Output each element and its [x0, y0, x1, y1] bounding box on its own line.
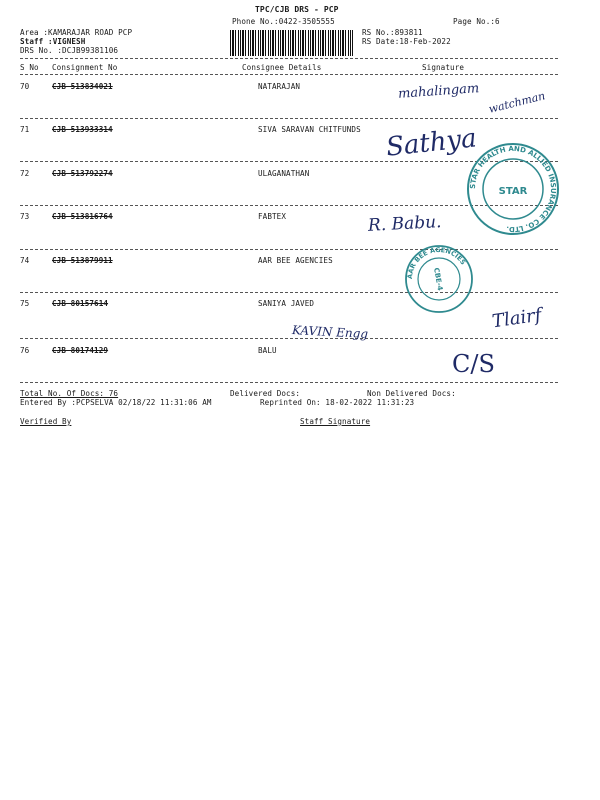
- rs-date: RS Date:18-Feb-2022: [362, 37, 451, 46]
- row-divider: [20, 382, 558, 383]
- row-consignment: CJB 513879911: [52, 256, 113, 265]
- non-delivered-docs: Non Delivered Docs:: [367, 389, 456, 398]
- row-consignee: NATARAJAN: [258, 82, 301, 91]
- row-divider: [20, 292, 558, 293]
- reprinted-on: Reprinted On: 18-02-2022 11:31:23: [260, 398, 415, 407]
- staff-signature-label: Staff Signature: [300, 417, 371, 426]
- row-consignee: FABTEX: [258, 212, 287, 221]
- rs-number: RS No.:893811: [362, 28, 423, 37]
- signature-row-75-company: KAVIN Engg: [291, 323, 369, 341]
- row-sno: 73: [20, 212, 30, 221]
- row-consignee: SIVA SARAVAN CHITFUNDS: [258, 125, 361, 134]
- barcode-image: [230, 30, 353, 56]
- row-consignee: ULAGANATHAN: [258, 169, 310, 178]
- signature-row-75: Tlairf: [490, 304, 543, 333]
- row-consignment: CJB 513933314: [52, 125, 113, 134]
- header-divider: [20, 58, 558, 59]
- signature-row-70-title: watchman: [487, 89, 547, 116]
- document-title: TPC/CJB DRS - PCP: [255, 5, 339, 14]
- row-consignment: CJB 80157614: [52, 299, 109, 308]
- star-stamp-outer-text: STAR HEALTH AND ALLIED INSURANCE CO. LTD.: [468, 144, 558, 234]
- col-signature: Signature: [422, 63, 465, 72]
- signature-row-73: R. Babu.: [367, 212, 442, 236]
- row-consignment: CJB 513816764: [52, 212, 113, 221]
- area-label: Area :KAMARAJAR ROAD PCP: [20, 28, 133, 37]
- delivered-docs: Delivered Docs:: [230, 389, 301, 398]
- row-consignee: BALU: [258, 346, 277, 355]
- row-sno: 75: [20, 299, 30, 308]
- row-consignment: CJB 513834021: [52, 82, 113, 91]
- staff-label: Staff :VIGNESH: [20, 37, 86, 46]
- signature-row-71: Sathya: [384, 123, 479, 163]
- signature-row-70-name: mahalingam: [397, 81, 480, 102]
- phone-number: Phone No.:0422-3505555: [232, 17, 335, 26]
- entered-by: Entered By :PCPSELVA 02/18/22 11:31:06 AM: [20, 398, 212, 407]
- page-number: Page No.:6: [453, 17, 500, 26]
- column-divider: [20, 74, 558, 75]
- row-sno: 71: [20, 125, 30, 134]
- row-sno: 70: [20, 82, 30, 91]
- row-consignment: CJB 80174129: [52, 346, 109, 355]
- drs-number: DRS No. :DCJB99381106: [20, 46, 119, 55]
- total-docs: Total No. Of Docs: 76: [20, 389, 119, 398]
- aar-bee-stamp-outer-text: AAR BEE AGENCIES: [405, 245, 468, 280]
- row-consignee: AAR BEE AGENCIES: [258, 256, 333, 265]
- col-consignee: Consignee Details: [242, 63, 322, 72]
- verified-by: Verified By: [20, 417, 72, 426]
- aar-bee-stamp: [404, 244, 474, 314]
- star-health-stamp: [466, 142, 560, 236]
- row-sno: 74: [20, 256, 30, 265]
- row-consignment: CJB 513792274: [52, 169, 113, 178]
- signature-row-76: C/S: [452, 350, 495, 378]
- aar-bee-stamp-center: CBE-4: [432, 267, 444, 292]
- star-stamp-center: STAR: [498, 186, 528, 197]
- col-consignment: Consignment No: [52, 63, 118, 72]
- row-divider: [20, 249, 558, 250]
- row-sno: 76: [20, 346, 30, 355]
- row-divider: [20, 118, 558, 119]
- row-consignee: SANIYA JAVED: [258, 299, 315, 308]
- col-sno: S No: [20, 63, 39, 72]
- row-divider: [20, 338, 558, 339]
- row-sno: 72: [20, 169, 30, 178]
